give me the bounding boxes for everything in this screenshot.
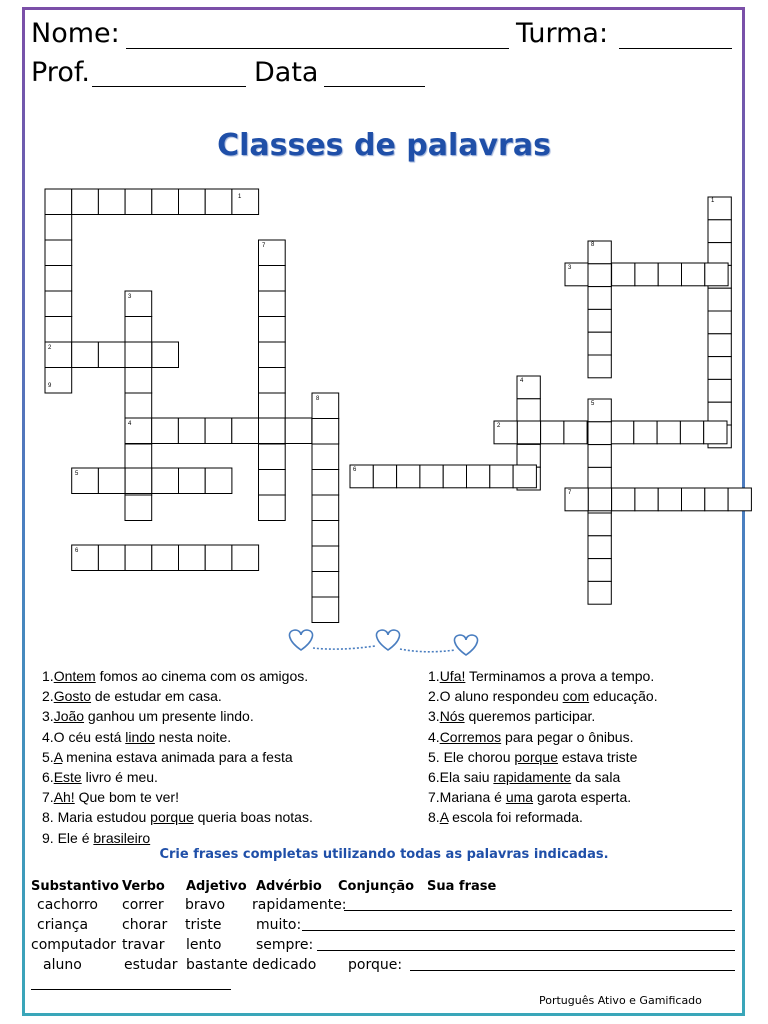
clue-number: 4 xyxy=(520,378,524,384)
class-label: Turma: xyxy=(516,18,609,49)
crossword-cell[interactable] xyxy=(152,468,179,494)
crossword-cell[interactable] xyxy=(259,393,286,419)
clue-word: João xyxy=(53,708,85,725)
crossword-cell[interactable] xyxy=(45,291,72,317)
crossword-cell[interactable] xyxy=(397,465,420,488)
dotted-line xyxy=(400,649,455,652)
crossword-cell[interactable] xyxy=(98,468,125,494)
crossword-cell[interactable] xyxy=(634,421,657,444)
crossword-cell[interactable] xyxy=(232,545,259,571)
crossword-cell[interactable] xyxy=(45,240,72,266)
crossword-cell[interactable] xyxy=(312,444,339,470)
clue-prefix: 5. xyxy=(42,748,54,765)
header-adverbio: Advérbio xyxy=(256,879,322,894)
clue-text: Que bom te ver! xyxy=(74,789,179,806)
clue-item xyxy=(42,730,231,744)
crossword-cell[interactable] xyxy=(588,536,611,559)
crossword-cell[interactable] xyxy=(125,444,152,470)
word-label: muito: xyxy=(256,917,302,933)
crossword-cell[interactable] xyxy=(708,357,731,380)
crossword-cell[interactable] xyxy=(588,488,611,511)
crossword-cell[interactable] xyxy=(588,445,611,468)
crossword-cell[interactable] xyxy=(705,488,728,511)
clue-word: rapidamente xyxy=(493,769,572,785)
crossword-cell[interactable] xyxy=(179,545,206,571)
crossword-cell[interactable] xyxy=(152,545,179,571)
crossword-cell[interactable] xyxy=(708,334,731,357)
crossword-cell[interactable] xyxy=(125,468,152,494)
crossword-cell[interactable] xyxy=(125,189,152,215)
crossword-cell[interactable] xyxy=(45,215,72,241)
crossword-cell[interactable] xyxy=(45,317,72,343)
clue-item xyxy=(428,689,658,703)
noun-cell: aluno xyxy=(43,957,82,973)
crossword-cell[interactable] xyxy=(588,422,611,445)
crossword-cell[interactable] xyxy=(45,368,72,394)
crossword-cell[interactable] xyxy=(98,342,125,368)
verb-cell: correr xyxy=(122,897,164,913)
crossword-cell[interactable] xyxy=(658,488,681,511)
clue-prefix: 1. xyxy=(428,668,440,684)
crossword-cell[interactable] xyxy=(152,418,179,444)
adjective-cell: bastante dedicado xyxy=(186,957,317,973)
clue-word: porque xyxy=(150,809,194,826)
header-adjetivo: Adjetivo xyxy=(186,879,247,894)
clue-item xyxy=(42,770,158,784)
crossword-cell[interactable] xyxy=(45,266,72,292)
heart-icon xyxy=(454,635,477,655)
page-title: Classes de palavras xyxy=(217,128,551,163)
clue-item xyxy=(428,669,654,683)
crossword-cell[interactable] xyxy=(612,488,635,511)
clue-word: Nós xyxy=(439,708,465,725)
clue-prefix: 6. xyxy=(42,769,54,785)
clue-text: da sala xyxy=(571,769,621,785)
clue-number: 7 xyxy=(568,490,572,496)
crossword-cell[interactable] xyxy=(588,332,611,355)
clue-number: 5 xyxy=(591,401,595,407)
header-conjuncao: Conjunção xyxy=(338,879,415,894)
clue-number: 3 xyxy=(128,294,132,300)
crossword-cell[interactable] xyxy=(259,418,286,444)
crossword-cell[interactable] xyxy=(312,546,339,572)
crossword-cell[interactable] xyxy=(259,317,286,343)
verb-cell: travar xyxy=(122,937,165,953)
clue-prefix: 7.Mariana é xyxy=(428,789,506,806)
heart-icon xyxy=(289,630,312,650)
date-label: Data xyxy=(254,57,319,88)
crossword-cell[interactable] xyxy=(635,263,658,286)
crossword-cell[interactable] xyxy=(564,421,587,444)
sentence-line[interactable] xyxy=(410,970,735,971)
clue-item xyxy=(428,750,637,764)
clue-item xyxy=(42,831,150,845)
crossword-cell[interactable] xyxy=(125,545,152,571)
clue-number: 6 xyxy=(353,467,357,473)
crossword-cell[interactable] xyxy=(152,342,179,368)
clue-word: brasileiro xyxy=(93,829,151,846)
crossword-cell[interactable] xyxy=(635,488,658,511)
clue-text: livro é meu. xyxy=(81,769,158,785)
clue-prefix: 8. Maria estudou xyxy=(42,809,151,826)
name-label: Nome: xyxy=(31,18,120,49)
clue-number: 6 xyxy=(75,548,79,554)
clue-prefix: 4. xyxy=(428,728,440,745)
clue-word: Corremos xyxy=(439,728,502,745)
crossword-cell[interactable] xyxy=(705,263,728,286)
crossword-cell[interactable] xyxy=(312,521,339,547)
noun-cell: criança xyxy=(37,917,89,933)
word-label: rapidamente: xyxy=(252,897,347,913)
header-sua-frase: Sua frase xyxy=(427,879,497,894)
crossword-cell[interactable] xyxy=(259,342,286,368)
clue-text: queria boas notas. xyxy=(193,809,313,826)
crossword-cell[interactable] xyxy=(708,243,731,266)
clue-word: A xyxy=(53,748,63,765)
crossword-cell[interactable] xyxy=(657,421,680,444)
teacher-label: Prof. xyxy=(31,57,90,88)
clue-number: 9 xyxy=(48,383,52,389)
crossword-cell[interactable] xyxy=(205,545,232,571)
crossword-cell[interactable] xyxy=(588,309,611,332)
crossword-cell[interactable] xyxy=(45,189,72,215)
sentence-line[interactable] xyxy=(317,950,735,951)
crossword-cell[interactable] xyxy=(611,421,634,444)
crossword-cell[interactable] xyxy=(708,379,731,402)
crossword-cell[interactable] xyxy=(125,317,152,343)
clue-item xyxy=(42,689,222,703)
clue-prefix: 4.O céu está xyxy=(42,728,126,745)
clue-prefix: 5. Ele chorou xyxy=(428,748,515,765)
crossword-cell[interactable] xyxy=(285,418,312,444)
crossword-cell[interactable] xyxy=(420,465,443,488)
crossword-cell[interactable] xyxy=(259,291,286,317)
clue-item xyxy=(428,730,633,744)
crossword-cell[interactable] xyxy=(312,597,339,623)
clue-number: 3 xyxy=(568,265,572,271)
crossword-cell[interactable] xyxy=(588,513,611,536)
crossword-cell[interactable] xyxy=(72,189,99,215)
crossword-cell[interactable] xyxy=(312,419,339,445)
clue-item xyxy=(428,770,620,784)
crossword-cell[interactable] xyxy=(312,572,339,598)
clue-prefix: 3. xyxy=(428,708,440,725)
crossword-cell[interactable] xyxy=(588,355,611,378)
noun-cell: computador xyxy=(31,937,116,953)
clue-number: 2 xyxy=(48,345,52,351)
crossword-cell[interactable] xyxy=(490,465,513,488)
crossword-cell[interactable] xyxy=(682,488,705,511)
clue-item xyxy=(42,669,308,683)
clue-word: lindo xyxy=(125,728,155,745)
clue-item xyxy=(42,709,254,723)
crossword-cell[interactable] xyxy=(517,421,540,444)
clue-word: Ufa! xyxy=(439,668,466,684)
adjective-cell: bravo xyxy=(185,897,226,913)
clue-prefix: 3. xyxy=(42,708,54,725)
crossword-cell[interactable] xyxy=(513,465,536,488)
clue-text: queremos participar. xyxy=(464,708,596,725)
clue-word: Ontem xyxy=(53,668,96,684)
clue-prefix: 2.O aluno respondeu xyxy=(428,688,563,705)
clue-text: fomos ao cinema com os amigos. xyxy=(95,668,309,684)
clue-item xyxy=(428,810,583,824)
clue-text: escola foi reformada. xyxy=(448,809,583,826)
clue-item xyxy=(42,750,293,764)
header-substantivo: Substantivo xyxy=(31,879,119,894)
clue-word: porque xyxy=(514,748,558,765)
clue-number: 4 xyxy=(128,421,132,427)
clue-number: 1 xyxy=(238,194,242,200)
clue-prefix: 2. xyxy=(42,688,54,705)
clue-text: estava triste xyxy=(557,748,638,765)
noun-cell: cachorro xyxy=(37,897,98,913)
hearts-decoration xyxy=(289,630,477,655)
clue-word: Este xyxy=(53,769,82,785)
clue-word: Ah! xyxy=(53,789,75,806)
crossword-cell[interactable] xyxy=(467,465,490,488)
crossword-cell[interactable] xyxy=(232,189,259,215)
crossword-cell[interactable] xyxy=(72,342,99,368)
crossword-cell[interactable] xyxy=(259,266,286,292)
footer-credit: Português Ativo e Gamificado xyxy=(539,994,702,1007)
crossword-cell[interactable] xyxy=(588,559,611,582)
clue-word: Gosto xyxy=(53,688,92,705)
crossword-cell[interactable] xyxy=(728,488,751,511)
crossword-cell[interactable] xyxy=(178,418,205,444)
clue-item xyxy=(428,790,631,804)
crossword-cell[interactable] xyxy=(125,342,152,368)
clue-word: com xyxy=(562,688,590,705)
crossword-cell[interactable] xyxy=(98,545,125,571)
clue-prefix: 1. xyxy=(42,668,54,684)
clue-text: de estudar em casa. xyxy=(91,688,222,705)
crossword-cell[interactable] xyxy=(259,444,286,470)
crossword-cell[interactable] xyxy=(152,189,179,215)
clue-number: 2 xyxy=(497,423,501,429)
clue-number: 1 xyxy=(711,198,715,204)
crossword-cell[interactable] xyxy=(205,418,232,444)
clue-text: menina estava animada para a festa xyxy=(62,748,293,765)
crossword-cell[interactable] xyxy=(312,495,339,521)
clue-number: 7 xyxy=(262,243,266,249)
clue-item xyxy=(428,709,595,723)
clue-word: uma xyxy=(505,789,534,806)
crossword-cell[interactable] xyxy=(708,311,731,334)
crossword-cell[interactable] xyxy=(232,418,259,444)
crossword-cell[interactable] xyxy=(205,468,232,494)
crossword-cell[interactable] xyxy=(259,368,286,394)
sentence-line[interactable] xyxy=(302,930,735,931)
crossword-cell[interactable] xyxy=(373,465,396,488)
crossword-cell[interactable] xyxy=(259,495,286,521)
instruction-text: Crie frases completas utilizando todas as palavras indicadas. xyxy=(159,847,609,862)
clue-text: Terminamos a prova a tempo. xyxy=(465,668,655,684)
header-verbo: Verbo xyxy=(122,879,165,894)
crossword-cell[interactable] xyxy=(658,263,681,286)
sentence-line[interactable] xyxy=(344,910,732,911)
clue-number: 5 xyxy=(75,471,79,477)
crossword-cell[interactable] xyxy=(612,263,635,286)
verb-cell: chorar xyxy=(122,917,168,933)
clue-item xyxy=(42,810,313,824)
clue-text: garota esperta. xyxy=(533,789,632,806)
crossword-cell[interactable] xyxy=(708,288,731,311)
crossword-cell[interactable] xyxy=(259,470,286,496)
crossword-cell[interactable] xyxy=(125,393,152,419)
crossword-cell[interactable] xyxy=(312,470,339,496)
clue-prefix: 7. xyxy=(42,789,54,806)
clue-item xyxy=(42,790,179,804)
word-label: porque: xyxy=(348,957,403,973)
clue-prefix: 9. Ele é xyxy=(42,829,94,846)
clue-text: educação. xyxy=(589,688,658,705)
crossword-cell[interactable] xyxy=(125,368,152,394)
clue-text: nesta noite. xyxy=(154,728,232,745)
adjective-cell: triste xyxy=(185,917,222,933)
heart-icon xyxy=(376,630,399,650)
crossword-cell[interactable] xyxy=(708,220,731,243)
crossword-cell[interactable] xyxy=(588,287,611,310)
crossword-cell[interactable] xyxy=(517,399,540,422)
crossword-cell[interactable] xyxy=(680,421,703,444)
crossword-cell[interactable] xyxy=(98,189,125,215)
crossword-cell[interactable] xyxy=(588,467,611,490)
clue-word: A xyxy=(439,809,449,826)
word-label: sempre: xyxy=(256,937,314,953)
crossword-cell[interactable] xyxy=(541,421,564,444)
crossword-cell[interactable] xyxy=(588,264,611,287)
verb-cell: estudar xyxy=(124,957,178,973)
crossword-cell[interactable] xyxy=(588,581,611,604)
clue-prefix: 8. xyxy=(428,809,440,826)
dotted-line xyxy=(313,646,375,649)
crossword-cell[interactable] xyxy=(179,468,206,494)
crossword-cell[interactable] xyxy=(682,263,705,286)
clue-text: para pegar o ônibus. xyxy=(501,728,634,745)
crossword-cell[interactable] xyxy=(443,465,466,488)
sentence-line[interactable] xyxy=(31,989,231,990)
clue-prefix: 6.Ela saiu xyxy=(428,769,494,785)
crossword-cell[interactable] xyxy=(125,495,152,521)
crossword-cell[interactable] xyxy=(205,189,232,215)
adjective-cell: lento xyxy=(186,937,222,953)
clue-number: 8 xyxy=(316,396,320,402)
crossword-cell[interactable] xyxy=(179,189,206,215)
clue-number: 8 xyxy=(591,242,595,248)
crossword-cell[interactable] xyxy=(704,421,727,444)
crossword-cell[interactable] xyxy=(517,444,540,467)
clue-text: ganhou um presente lindo. xyxy=(84,708,254,725)
